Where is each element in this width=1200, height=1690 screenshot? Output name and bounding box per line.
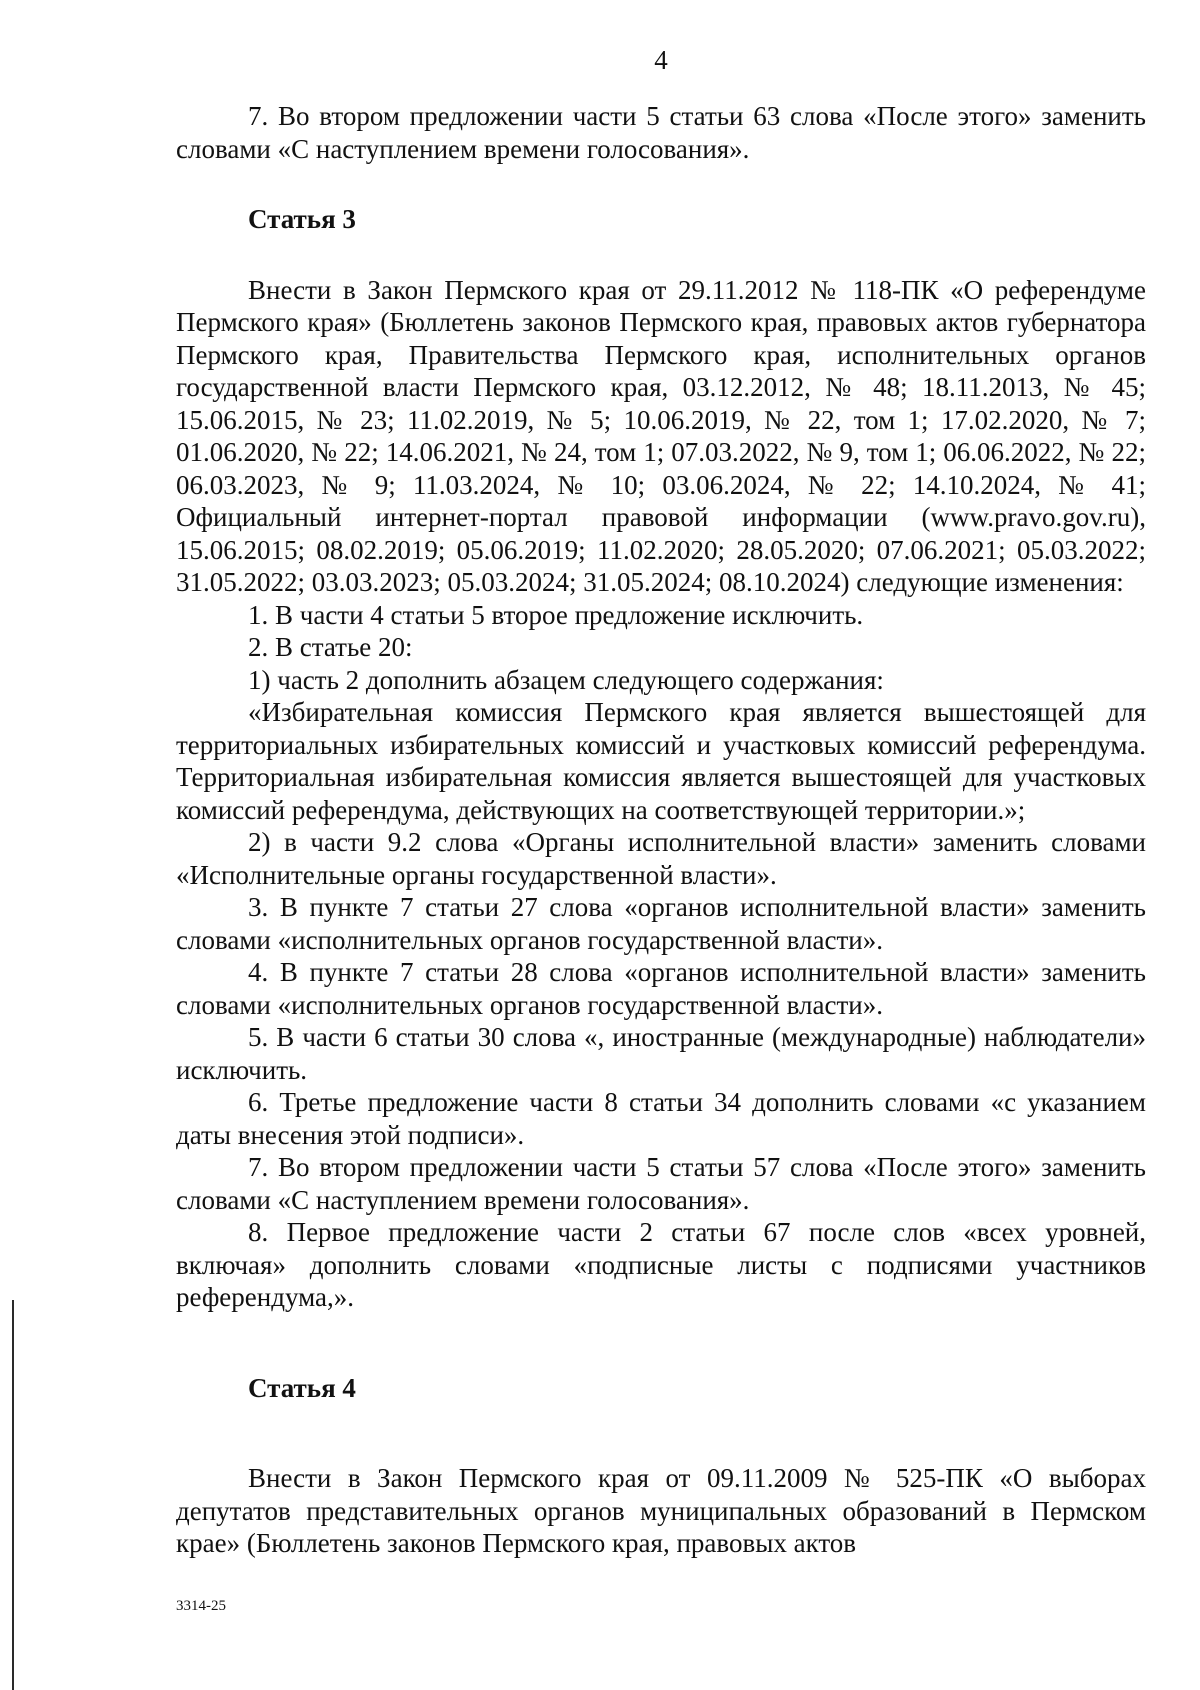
- paragraph-item-3: 3. В пункте 7 статьи 27 слова «органов исполнительной власти» заменить словами «исполнительных органов государственной власти».: [176, 892, 1146, 955]
- paragraph-item-6: 6. Третье предложение части 8 статьи 34 дополнить словами «с указанием даты внесения этой подписи».: [176, 1087, 1146, 1150]
- document-body: [176, 100, 1146, 1560]
- paragraph-item-7: 7. Во втором предложении части 5 статьи 57 слова «После этого» заменить словами «С наступлением времени голосования».: [176, 1152, 1146, 1215]
- scan-edge-line: [12, 1300, 14, 1690]
- page-number: 4: [654, 45, 668, 75]
- article-4-heading: Статья 4: [248, 1372, 356, 1403]
- paragraph-article-3-intro: Внести в Закон Пермского края от 29.11.2012 № 118-ПК «О референдуме Пермского края» (Бюллетень законов Пермского края, правовых актов губернатора Пермского края, Правительства Пермского края, исполнительных органов государственной власти Пермского края, 03.12.2012, № 48; 18.11.2013, № 45; 15.06.2015, № 23; 11.02.2019, № 5; 10.06.2019, № 22, том 1; 17.02.2020, № 7; 01.06.2020, № 22; 14.06.2021, № 24, том 1; 07.03.2022, № 9, том 1; 06.06.2022, № 22; 06.03.2023, № 9; 11.03.2024, № 10; 03.06.2024, № 22; 14.10.2024, № 41; Официальный интернет-портал правовой информации (www.pravo.gov.ru), 15.06.2015; 08.02.2019; 05.06.2019; 11.02.2020; 28.05.2020; 07.06.2021; 05.03.2022; 31.05.2022; 03.03.2023; 05.03.2024; 31.05.2024; 08.10.2024) следующие изменения:: [176, 274, 1146, 597]
- paragraph-article-4-intro: Внести в Закон Пермского края от 09.11.2009 № 525-ПК «О выборах депутатов представительных органов муниципальных образований в Пермском крае» (Бюллетень законов Пермского края, правовых актов: [176, 1463, 1146, 1558]
- paragraph-item-8: 8. Первое предложение части 2 статьи 67 после слов «всех уровней, включая» дополнить словами «подписные листы с подписями участников референдума,».: [176, 1217, 1146, 1312]
- paragraph-item-2: 2. В статье 20:: [248, 632, 413, 662]
- paragraph-subitem-2: 2) в части 9.2 слова «Органы исполнительной власти» заменить словами «Исполнительные органы государственной власти».: [176, 827, 1146, 890]
- paragraph-amendment-7-art63: 7. Во втором предложении части 5 статьи 63 слова «После этого» заменить словами «С наступлением времени голосования».: [176, 101, 1146, 164]
- paragraph-item-4: 4. В пункте 7 статьи 28 слова «органов исполнительной власти» заменить словами «исполнительных органов государственной власти».: [176, 957, 1146, 1020]
- paragraph-item-5: 5. В части 6 статьи 30 слова «, иностранные (международные) наблюдатели» исключить.: [176, 1022, 1146, 1085]
- paragraph-quote-commission: «Избирательная комиссия Пермского края является вышестоящей для территориальных избирательных комиссий и участковых комиссий референдума. Территориальная избирательная комиссия является вышестоящей для участковых комиссий референдума, действующих на соответствующей территории.»;: [176, 697, 1146, 825]
- document-code: 3314-25: [176, 1598, 226, 1614]
- paragraph-item-1: 1. В части 4 статьи 5 второе предложение исключить.: [248, 599, 864, 630]
- paragraph-subitem-1: 1) часть 2 дополнить абзацем следующего содержания:: [248, 664, 884, 695]
- article-3-heading: Статья 3: [248, 204, 356, 234]
